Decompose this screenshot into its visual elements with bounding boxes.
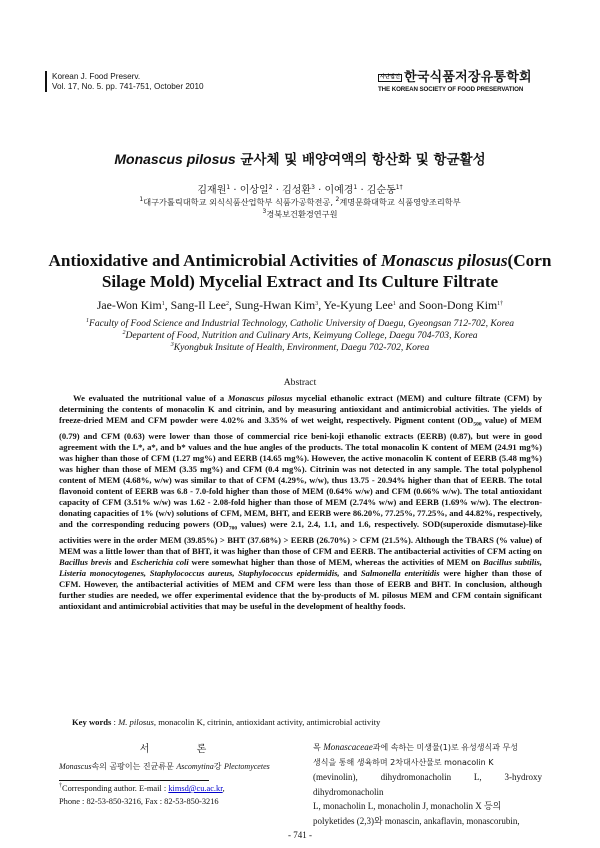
author-ko-sup: 1 xyxy=(226,184,231,191)
introduction-text xyxy=(59,761,287,773)
author-email-link[interactable]: kimsd@cu.ac.kr xyxy=(168,784,223,793)
society-badge: 사단법인 xyxy=(380,74,401,80)
korean-affiliations xyxy=(0,196,600,220)
aff-ko-sup: 1 xyxy=(139,196,144,203)
intro-genus: Monascus xyxy=(59,762,92,771)
journal-name: Korean J. Food Preserv. xyxy=(52,72,141,81)
korean-title xyxy=(0,148,600,168)
author-ko: 이상일 xyxy=(239,185,269,196)
journal-header-rule xyxy=(45,71,47,92)
footnote-mark: † xyxy=(59,783,62,789)
aff-en-sup: 1 xyxy=(85,318,89,324)
author-en-sup: 1 xyxy=(392,301,396,307)
english-title-part1: Antioxidative and Antimicrobial Activities of xyxy=(48,251,381,270)
right-text: 목 xyxy=(313,743,324,752)
author-ko-sup: 2 xyxy=(268,184,273,191)
abstract-text: mycelial ethanolic extract (MEM) and culture filtrate (CFM) by determining the contents of monacolin K and citrinin, and by measuring antioxidant and antimicrobial activities. The yields of freeze-dried MEM and CFM powder were 4.02% and 3.35% of wet weight, respectively. Pigment content (OD xyxy=(59,393,542,426)
footnote-label: Corresponding author. E-mail : xyxy=(62,784,169,793)
abstract-body xyxy=(59,393,542,612)
footnote-rule xyxy=(59,780,209,781)
keywords-list: , monacolin K, citrinin, antioxidant activity, antimicrobial activity xyxy=(153,717,381,727)
author-en-sup: 1 xyxy=(161,301,165,307)
author-ko-sup: 1 xyxy=(353,184,358,191)
page-number: - 741 - xyxy=(288,830,312,840)
author-en-sup: 1† xyxy=(497,301,504,307)
author-ko: 이예경 xyxy=(324,185,354,196)
right-column xyxy=(313,740,542,829)
author-ko: 김순동 xyxy=(366,185,396,196)
keywords: Key words : M. pilosus, monacolin K, citrinin, antioxidant activity, antimicrobial activity xyxy=(72,717,381,727)
abstract-text: value) of MEM (0.79) and CFM (0.63) were lower than those of commercial rice beni-koji ethanolic extracts (EERB) (0.87), but were in good agreement with the L*, a*, and b* values and the hue angles of the products. The total monacolin K content of MEM (24.91 mg%) was higher than those of CFM (1.27 mg%) and EERB (14.65 mg%). However, the active monacolin K content of EERB (5.48 mg%) was higher than those of MEM (3.35 mg%) and CFM (0.4 mg%). Citrinin was not detected in any sample. The total polyphenol content of MEM (4.68%, w/w) was similar to that of CFM (4.29%, w/w), thus 13.75 - 20.94% higher than that of EERB. The total flavonoid content of EERB was 6.8 - 7.0-fold higher than those of MEM (0.64% w/w) and CFM (0.66% w/w). The total antioxidant capacity of CFM (3.51% w/w) was 1.62 - 2.08-fold higher than those of MEM (2.74% w/w) and EERB (1.69% w/w). The electron-donating capacities of 1% (w/v) solutions of CFM, MEM, BHT, and EERB were 86.20%, 77.25%, 77.25%, and 44.82%, respectively, and the corresponding reducing powers (OD xyxy=(59,415,542,530)
keywords-species: M. pilosus xyxy=(118,717,154,727)
english-authors: Jae-Won Kim$^1$, Sang-Il Lee$^2$, Sung-Hwan Kim$^3$, Ye-Kyung Lee$^1$ and Soon-Dong Kim$^{1\dagger}$ xyxy=(96,298,504,312)
aff-en-sup: 3 xyxy=(170,342,174,348)
korean-title-text: 균사체 및 배양여액의 항산화 및 항균활성 xyxy=(235,152,486,168)
english-title-part2: (Corn Silage Mold) Mycelial Extract and Its Culture Filtrate xyxy=(101,251,552,291)
footnote-phone: Phone : 82-53-850-3216, Fax : 82-53-850-3216 xyxy=(59,797,219,806)
right-text: 생식을 통해 생육하며 2차대사산물로 monacolin K xyxy=(313,757,494,767)
korean-title-species: Monascus pilosus xyxy=(114,151,236,167)
abstract-sub: 500 xyxy=(473,421,482,428)
author-ko-sup: 3 xyxy=(311,184,315,191)
abstract-sub: 700 xyxy=(228,525,238,532)
introduction-heading: 서 론 xyxy=(139,744,229,755)
right-family: Monascaceae xyxy=(323,742,373,752)
aff-en: Departent of Food, Nutrition and Culinary Arts, Keimyung College, Daegu 704-703, Korea xyxy=(125,330,478,341)
author-ko-sup: 1† xyxy=(395,184,403,191)
aff-ko: 계명문화대학교 식품영양조리학부 xyxy=(339,197,461,207)
author-ko: 김성환 xyxy=(282,185,312,196)
intro-class: Ascomytina xyxy=(176,762,214,771)
abstract-text: were somewhat higher than those of MEM, whereas the activities of MEM on xyxy=(188,557,483,568)
intro-text-part: 강 xyxy=(213,762,224,771)
aff-en: Faculty of Food Science and Industrial Technology, Catholic University of Daegu, Gyeongsan 712-702, Korea xyxy=(88,318,515,329)
abstract-species: Salmonella enteritidis xyxy=(360,568,440,579)
author-en: Sung-Hwan Kim xyxy=(234,298,316,312)
aff-ko-sup: 2 xyxy=(335,196,340,203)
author-en-sup: 3 xyxy=(315,301,319,307)
corresponding-footnote xyxy=(59,782,294,808)
right-text: (mevinolin), dihydromonacholin L, 3-hydroxy dihydromonacholin xyxy=(313,772,542,797)
left-column xyxy=(59,740,287,773)
society-name-ko: 한국식품저장유통학회 xyxy=(404,70,532,85)
author-en: Sang-Il Lee xyxy=(170,298,226,312)
abstract-species: Monascus pilosus xyxy=(227,393,293,403)
aff-en: Kyongbuk Insitute of Health, Environment, Daegu 702-702, Korea xyxy=(173,342,430,353)
abstract-text: We evaluated the nutritional value of a xyxy=(73,393,228,403)
author-en: Jae-Won Kim xyxy=(96,298,162,312)
abstract-text: were higher than those of CFM. However, the antibacterial activities of MEM and CFM were less than those of EERB and BHT. In conclusion, although further studies are needed, we offer experimental evidence that the by-products of M. pilosus MEM and CFM contain significant antioxidant and antimicrobial activities that may be useful in the development of healthy foods. xyxy=(59,568,543,612)
abstract-text: and xyxy=(111,557,131,568)
korean-authors: 김재원$^1$ · 이상일$^2$ · 김성환$^3$ · 이예경$^1$ · 김순동$^{1\dagger}$ xyxy=(197,184,403,196)
right-text: polyketides (2,3)와 monascin, ankaflavin, monascorubin, xyxy=(313,815,520,826)
abstract-text: values) were 2.1, 2.4, 1.1, and 1.6, respectively. SOD(superoxide dismutase)-like activities were in the order MEM (39.85%) > BHT (37.68%) > EERB (26.70%) > CFM (21.5%). Although the TBARS (% value) of MEM was a little lower than that of BHT, it was higher than those of CFM and EERB. The antibacterial activities of CFM acting on xyxy=(59,519,542,557)
journal-citation xyxy=(52,72,204,92)
abstract-species: Escherichia coli xyxy=(130,557,189,568)
abstract-text: and xyxy=(339,568,361,579)
author-en: Ye-Kyung Lee xyxy=(323,298,393,312)
footnote-punct: , xyxy=(222,784,225,793)
abstract-species: Bacillus brevis xyxy=(59,557,112,568)
author-en: Soon-Dong Kim xyxy=(418,298,498,312)
journal-volume: Vol. 17, No. 5. pp. 741-751, October 2010 xyxy=(52,82,204,91)
intro-order: Plectomycetes xyxy=(223,762,270,771)
keywords-label: Key words xyxy=(72,717,112,727)
aff-ko: 대구가톨릭대학교 외식식품산업학부 식품가공학전공, xyxy=(143,197,336,207)
english-affiliations xyxy=(30,318,570,354)
abstract-heading: Abstract xyxy=(283,377,317,388)
author-en-sup: 2 xyxy=(226,301,229,307)
society-name-en: THE KOREAN SOCIETY OF FOOD PRESERVATION xyxy=(378,86,524,93)
author-ko: 김재원 xyxy=(197,185,227,196)
right-text: 과에 속하는 미생물(1)로 유성생식과 무성 xyxy=(372,743,518,752)
society-logo xyxy=(378,66,550,93)
aff-en-sup: 2 xyxy=(122,330,126,336)
aff-ko: 경북보건환경연구원 xyxy=(266,209,338,219)
intro-text-part: 속의 곰팡이는 진균류문 xyxy=(91,762,177,771)
english-title xyxy=(40,250,560,292)
right-text: L, monacholin L, monacholin J, monacholin X 등의 xyxy=(313,801,502,812)
english-title-species: Monascus pilosus xyxy=(380,251,508,270)
abstract-species: Bacillus subtilis, Listeria monocytogenes, Staphylococcus aureus, Staphylococcus epidermidis, xyxy=(59,557,543,579)
aff-ko-sup: 3 xyxy=(262,208,267,215)
